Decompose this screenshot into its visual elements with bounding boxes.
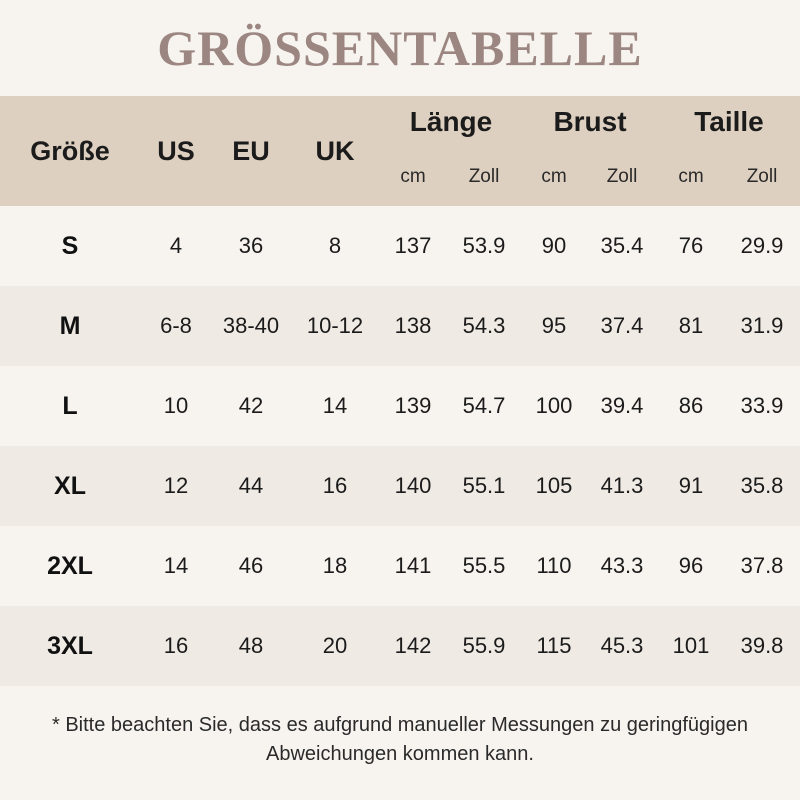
cell-taille-zoll: 35.8 bbox=[724, 446, 800, 526]
cell-us: 6-8 bbox=[140, 286, 212, 366]
cell-taille-cm: 81 bbox=[658, 286, 724, 366]
cell-us: 16 bbox=[140, 606, 212, 686]
cell-size: XL bbox=[0, 446, 140, 526]
size-table bbox=[0, 96, 800, 686]
cell-brust-cm: 100 bbox=[522, 366, 586, 446]
column-group-laenge: Länge bbox=[380, 96, 522, 148]
cell-brust-cm: 110 bbox=[522, 526, 586, 606]
cell-taille-zoll: 29.9 bbox=[724, 206, 800, 286]
cell-laenge-cm: 139 bbox=[380, 366, 446, 446]
cell-us: 4 bbox=[140, 206, 212, 286]
cell-brust-zoll: 41.3 bbox=[586, 446, 658, 526]
cell-uk: 16 bbox=[290, 446, 380, 526]
unit-header-taille-cm: cm bbox=[658, 148, 724, 206]
cell-uk: 20 bbox=[290, 606, 380, 686]
column-header-size: Größe bbox=[0, 96, 140, 206]
cell-uk: 14 bbox=[290, 366, 380, 446]
cell-size: S bbox=[0, 206, 140, 286]
cell-eu: 42 bbox=[212, 366, 290, 446]
cell-eu: 46 bbox=[212, 526, 290, 606]
cell-us: 12 bbox=[140, 446, 212, 526]
unit-header-brust-zoll: Zoll bbox=[586, 148, 658, 206]
cell-laenge-cm: 137 bbox=[380, 206, 446, 286]
cell-taille-zoll: 33.9 bbox=[724, 366, 800, 446]
cell-brust-cm: 105 bbox=[522, 446, 586, 526]
unit-header-brust-cm: cm bbox=[522, 148, 586, 206]
cell-taille-cm: 101 bbox=[658, 606, 724, 686]
cell-laenge-zoll: 54.3 bbox=[446, 286, 522, 366]
cell-uk: 8 bbox=[290, 206, 380, 286]
cell-eu: 48 bbox=[212, 606, 290, 686]
unit-header-taille-zoll: Zoll bbox=[724, 148, 800, 206]
cell-taille-zoll: 31.9 bbox=[724, 286, 800, 366]
cell-brust-zoll: 39.4 bbox=[586, 366, 658, 446]
cell-size: L bbox=[0, 366, 140, 446]
cell-brust-zoll: 37.4 bbox=[586, 286, 658, 366]
column-header-uk: UK bbox=[290, 96, 380, 206]
table-row bbox=[0, 526, 800, 606]
cell-eu: 36 bbox=[212, 206, 290, 286]
cell-laenge-zoll: 55.5 bbox=[446, 526, 522, 606]
cell-eu: 38-40 bbox=[212, 286, 290, 366]
cell-uk: 18 bbox=[290, 526, 380, 606]
page-title: GRÖSSENTABELLE bbox=[157, 20, 643, 76]
cell-us: 14 bbox=[140, 526, 212, 606]
cell-taille-cm: 76 bbox=[658, 206, 724, 286]
cell-brust-cm: 95 bbox=[522, 286, 586, 366]
page-title-area bbox=[0, 0, 800, 96]
cell-laenge-cm: 141 bbox=[380, 526, 446, 606]
cell-brust-zoll: 43.3 bbox=[586, 526, 658, 606]
footnote-area bbox=[0, 686, 800, 800]
cell-taille-cm: 96 bbox=[658, 526, 724, 606]
cell-size: M bbox=[0, 286, 140, 366]
table-row bbox=[0, 446, 800, 526]
table-row bbox=[0, 206, 800, 286]
column-group-brust: Brust bbox=[522, 96, 658, 148]
cell-laenge-zoll: 55.9 bbox=[446, 606, 522, 686]
cell-taille-cm: 91 bbox=[658, 446, 724, 526]
unit-header-laenge-zoll: Zoll bbox=[446, 148, 522, 206]
column-group-taille: Taille bbox=[658, 96, 800, 148]
cell-laenge-cm: 138 bbox=[380, 286, 446, 366]
cell-laenge-zoll: 53.9 bbox=[446, 206, 522, 286]
table-row bbox=[0, 366, 800, 446]
column-header-us: US bbox=[140, 96, 212, 206]
cell-brust-zoll: 45.3 bbox=[586, 606, 658, 686]
cell-size: 3XL bbox=[0, 606, 140, 686]
cell-us: 10 bbox=[140, 366, 212, 446]
footnote-text: * Bitte beachten Sie, dass es aufgrund manueller Messungen zu geringfügigen Abweichungen kommen kann. bbox=[51, 714, 748, 765]
table-header-row-groups bbox=[0, 96, 800, 148]
table-header bbox=[0, 96, 800, 206]
cell-uk: 10-12 bbox=[290, 286, 380, 366]
cell-brust-zoll: 35.4 bbox=[586, 206, 658, 286]
table-body bbox=[0, 206, 800, 686]
column-header-eu: EU bbox=[212, 96, 290, 206]
cell-brust-cm: 115 bbox=[522, 606, 586, 686]
cell-taille-zoll: 37.8 bbox=[724, 526, 800, 606]
cell-taille-zoll: 39.8 bbox=[724, 606, 800, 686]
cell-laenge-cm: 142 bbox=[380, 606, 446, 686]
cell-brust-cm: 90 bbox=[522, 206, 586, 286]
cell-laenge-zoll: 55.1 bbox=[446, 446, 522, 526]
cell-eu: 44 bbox=[212, 446, 290, 526]
cell-laenge-zoll: 54.7 bbox=[446, 366, 522, 446]
table-row bbox=[0, 286, 800, 366]
unit-header-laenge-cm: cm bbox=[380, 148, 446, 206]
cell-laenge-cm: 140 bbox=[380, 446, 446, 526]
cell-size: 2XL bbox=[0, 526, 140, 606]
table-row bbox=[0, 606, 800, 686]
cell-taille-cm: 86 bbox=[658, 366, 724, 446]
